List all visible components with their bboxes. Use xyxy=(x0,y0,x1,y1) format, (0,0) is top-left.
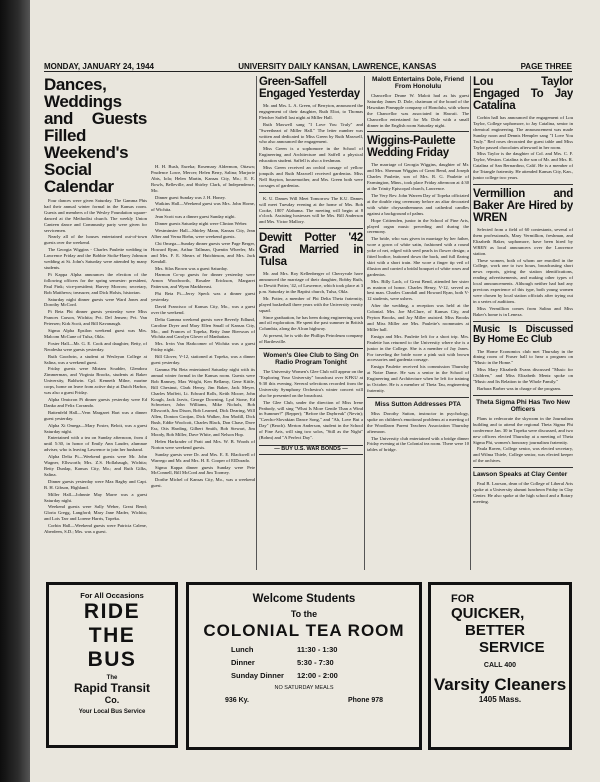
paragraph: Paula Raven, College senior, was elected secretary, and Wilma Thiele, College senior, was elected keeper of the archives. xyxy=(473,446,573,464)
paragraph: Miss Taylor is the daughter of Col. and Mrs. C. F. Taylor, Weston. Catalina is the son of Mr. and Mrs. R. Catalina of San Bernardino, Calif. He is a member of the Triangle fraternity. He attended Kansas City, Kan., junior college two years. xyxy=(473,151,573,181)
tea-room-ad xyxy=(186,582,422,750)
tea-ad-name: COLONIAL TEA ROOM xyxy=(203,621,405,640)
tea-ad-hours xyxy=(189,645,419,680)
bus-ad-company: Rapid Transit xyxy=(73,681,150,695)
column-2-body xyxy=(151,164,255,489)
paragraph: Sigma Alpha Epsilon weekend guest was Mrs. Malcom McCune of Tulsa, Okla. xyxy=(44,328,147,339)
paragraph: Miss Dorothy Sutton, instructor in psychology, spoke on children's emotional problems at a meeting of the Woodlawn Parent Teachers Association Thursday afternoon. xyxy=(367,410,469,434)
taylor-headline: Lou Taylor Engaged To Jay Catalina xyxy=(473,76,573,112)
tea-ad-address: 936 Ky. xyxy=(225,697,249,704)
meal-name: Lunch xyxy=(231,645,254,654)
bus-ad-ride: RIDE xyxy=(83,600,141,623)
theta-sigma-headline: Theta Sigma Phi Has Two New Officers xyxy=(476,398,570,413)
paragraph: Dinner guests Saturday night were Clinton Weber. xyxy=(155,221,248,227)
wedding-headline: Wiggins-Paulette Wedding Friday xyxy=(367,135,456,160)
column-2 xyxy=(151,164,255,570)
paragraph: Miss Green is a sophomore in the School of Engineering and Architecture and Saffell a physical education student. Saffell is also a freshman. xyxy=(259,146,363,164)
divider xyxy=(259,348,363,349)
paragraph: Dorthe Michel of Kansas City, Mo., was a weekend guest. xyxy=(151,477,255,489)
issue-date: MONDAY, JANUARY 24, 1944 xyxy=(44,62,154,71)
paragraph: Ensign and Mrs. Paulette left for a short trip. Mrs. Paulette has returned to the University where she is a junior in the College. She is a member of Jay Janes. For traveling the bride wore a pink suit with brown accessories and gardenia corsage. xyxy=(367,333,469,363)
paragraph: Alpha Xi Omega—Mary Foster, Beloit, was a guest Saturday night. xyxy=(44,422,147,434)
paragraph: Miller Hall—Johnnie May Marre was a guest Saturday night. xyxy=(44,491,147,503)
paragraph: Phi Beta Pi—Jerry Speck was a dinner guest yesterday. xyxy=(151,291,255,303)
tea-hours-row xyxy=(189,658,419,667)
column-5 xyxy=(473,76,573,570)
paragraph: Gamma Phi Beta entertained Saturday night with its annual winter formal in the Kansas room. Guests were Bob Ramsey, Max Wright, Ken Bellamy, Gene Kittle, Bill Chestnut, Clark Henry, Jim Baker, Jack Meyer, Charles Moffett, Lt. Edward Rolls, Keith Moore, John Kough, Jack Jarvis, George Downing, Lyal Stone, Ed Schweizer, John Williams, Mike Nichols, Bob Ellsworth, Jim Dixon, Bob Learned, Dick Dearing, Will Allen, Donton Grotjan, Dick Walker, Jim Modill, Dick Bush, Eddie Woolcott, Charles Black, Don Chase, Dave Ess, Otis Harding, Gilbert Smith, Bob Stewart, Jim Moody, Bob Miller, Dave White, and Nelson Hop. xyxy=(151,367,255,437)
column-rule xyxy=(364,76,365,570)
paragraph: Helen Harkrader of Pratt and Mrs. W. B. Woods of Norton were weekend guests. xyxy=(151,438,255,450)
malott-story xyxy=(367,93,469,128)
paragraph: Corbin hall has announced the engagement of Lou Taylor, College sophomore, to Jay Catalina, senior in chemical engineering. The announcement was made Sunday noon and Dennis Hempler sang "I Love You Truly." Red roses decorated the guest table and Miss Taylor passed chocolates afterward in her room. xyxy=(473,115,573,150)
paragraph: Dinner guest Sunday was J. H. Honey. xyxy=(155,194,226,200)
paragraph: Dinner guests yesterday were Max Bagby and Capt. B. H. Gibson, Highland. xyxy=(44,478,147,490)
wren-story xyxy=(473,227,573,318)
cleaners-ad-address: 1405 Mass. xyxy=(478,695,522,704)
bus-ad-footer: Your Local Bus Service xyxy=(78,709,146,715)
divider xyxy=(367,131,469,132)
bus-ad-the: THE xyxy=(88,624,136,647)
dames-notice: K. U. Dames Will Meet Tomorrow The K.U. Dames will meet Tuesday evening at the home of Mrs. Bob Cooke, 1807 Alabama. The meeting will begin at 8 o'clock. Assisting hostesses will be Mrs. Bill Anderson and Mrs. Victor Mallory. xyxy=(259,195,363,225)
tea-ad-to: To the xyxy=(290,609,318,619)
paragraph: Watkins Hall—Weekend guest was Mrs. John Horne, of Wichita. xyxy=(151,201,255,213)
lead-headline: Dances, Weddings and Guests Filled Weekend's Social Calendar xyxy=(44,76,147,196)
paragraph: The bride, who was given in marriage by her father, wore a gown of white satin, fashioned with a round yoke of net, edged with seed pearls in flower design; a fitted bodice, buttoned down the back, and full flaring skirt with a short train. She wore a finger tip veil of illusion and carried a bridal bouquet of white roses and gardenias. xyxy=(367,236,469,277)
paragraph: Since graduation, he has been doing engineering work and oil exploration. He spent the past summer in British Columbia, along the Alcan highway. xyxy=(259,314,363,332)
lawson-story xyxy=(473,481,573,505)
divider xyxy=(259,228,363,229)
paragraph: Alpha Omicron Pi dinner guests yesterday were Ed Danko and Felix Corrando. xyxy=(44,397,147,408)
masthead xyxy=(44,62,572,72)
paragraph: The Home Economics club met Thursday in the dining room of Fraser hall to hear a program on "Music in the Home." xyxy=(473,348,573,366)
paragraph: Selected from a field of 60 contestants, several of them professionals, Mary Vermillion, freshman, and Elizabeth Baker, sophomore, have been hired by WREN as local announcers over the Lawrence station. xyxy=(473,226,573,256)
engagement-story xyxy=(259,103,363,189)
wren-headline: Vermillion and Baker Are Hired by WREN xyxy=(473,187,573,224)
newspaper-page xyxy=(30,0,600,782)
meal-name: Sunday Dinner xyxy=(231,671,284,680)
paragraph: These women, both of whom are enrolled in the College, work one to two hours, broadcasting short news reports, giving the station identifications, reading advertisements, and making other types of local announcements. Although neither had had any previous experience of this type, both young women were chosen by local station officials after trying out in a series of auditions. xyxy=(473,257,573,304)
paragraph: Pi Kappa Alpha announces the election of the following officers for the spring semester: president, Paul Fink; vice-president; Harvey Morrow; secretary, Bob Matthews; treasurer, and Dick Holsts, historian. xyxy=(44,271,147,295)
paragraph: Four dances were given Saturday. The Gamma Phis had their annual winter formal in the Kansas room. Guests and members of the Wesley Foundation square-danced at the Methodist church. The weekly Union Canteen dance and Community party were given for servicemen. xyxy=(44,198,147,233)
paragraph: Mr. Potter, a member of Phi Delta Theta fraternity, played basketball three years with the University varsity squad. xyxy=(259,295,363,313)
paragraph: The marriage of Georgia Wiggins, daughter of Mr. and Mrs. Sherman Wiggins of Great Bend, and Joseph Charles Paulette, son of Mrs. R. G. Paulette of Farmington, Minn., took place Friday afternoon at 4:30 at the Trinity Episcopal church, Lawrence. xyxy=(367,162,469,192)
book-binding-edge xyxy=(0,0,30,782)
paragraph: Saturday night dinner guests were Ward Jones and Dorothy McCord. xyxy=(44,296,147,308)
paragraph: Mrs. Silas Brown was a guest Saturday. xyxy=(155,265,228,271)
malott-headline: Malott Entertains Dole, Friend From Honolulu xyxy=(371,76,465,90)
cleaners-ad-better: BETTER xyxy=(465,622,525,639)
cleaners-ad-name: Varsity Cleaners xyxy=(433,675,567,694)
paragraph: At present, he is with the Phillips Petroleum company of Bartlesville. xyxy=(259,333,363,345)
war-bonds-banner: — BUY U.S. WAR BONDS — xyxy=(259,445,363,455)
paragraph: Delta Gamma weekend guests were Beverly Edlund, Caroline Dryer and Mary Ellen Small of Kansas City, Mo., and Frances of Topeka, Betty Jane Bierwurs of Wichita and Carolyn Glover of Manhattan. xyxy=(151,316,255,340)
paragraph: Paul B. Lawson, dean of the College of Liberal Arts spoke at a University alumni luncheon Friday in Clay Center. He also spoke at the high school and a Rotary meeting. xyxy=(473,481,573,504)
paragraph: Corbin Hall—Weekend guests were Patricia Calene, Aberdeen, S.D.; Mrs. was a guest. xyxy=(44,523,147,535)
bus-ad xyxy=(46,582,178,748)
paragraph: Mr. and Mrs. L. A. Green, of Berryton, announced the engagement of their daughter, Ruth Eliot, to Thomas Fletcher Saffell last night at Miller Hall. xyxy=(259,103,363,120)
divider xyxy=(473,184,573,185)
meal-time: 5:30 - 7:30 xyxy=(297,658,334,667)
paragraph: Ensign Paulette received his commission Thursday at Notre Dame. He was a senior in the School of Engineering and Architecture when he left for training in October. He is a member of Theta Tau, engineering fraternity. xyxy=(367,364,469,393)
engagement-headline: Green-Saffell Engaged Yesterday xyxy=(259,76,360,100)
paragraph: The Georgia Wiggins - Charles Paulette wedding in Lawrence Friday and the Bobbie Stoltz-Harry Johnson wedding at St. John's Saturday were attended by many students. xyxy=(44,247,147,270)
home-ec-headline: Music Is Discussed By Home Ec Club xyxy=(473,323,573,346)
paragraph: Jean Scott was a dinner guest Sunday night. xyxy=(155,214,236,220)
paragraph: Bill Glover, V-12, stationed at Topeka, was a dinner guest yesterday. xyxy=(151,354,255,366)
cleaners-ad-quicker: QUICKER, xyxy=(451,605,525,622)
paragraph: Miss Vermillion comes from Salina and Miss Baker's home is in Lenexa. xyxy=(473,305,573,317)
divider xyxy=(473,467,573,468)
home-ec-story xyxy=(473,349,573,392)
bus-ad-co: Co. xyxy=(104,695,120,705)
paragraph: The Very Rev. John Warren Day of Topeka officiated at the double ring ceremony before an altar decorated with white chrysanthemums and cathedral candles against a background of palms. xyxy=(367,192,469,216)
paragraph: Sigma Kappa dinner guests Sunday were Pete McConnell, Bill McCord and Jim Toomey. xyxy=(151,464,255,476)
paragraph: Ruth Goodwin, a student at Wesleyan College at Salina, was a weekend guest. xyxy=(44,353,147,365)
column-rule xyxy=(470,76,471,570)
bus-ad-bus: BUS xyxy=(87,648,137,671)
divider xyxy=(259,192,363,193)
paragraph: Chi Omega—Sunday dinner guests were Page Berger, Howard Ryan, Arthur Tallman, Quentin Wheeler, Mr. and Mrs. F. E. Shears of Hutchinson, and Mrs. Jack Kendall. xyxy=(151,240,255,264)
theta-sigma-story xyxy=(473,416,573,464)
tea-hours-row xyxy=(189,671,419,680)
paragraph: Barbara Barber was in charge of the program. xyxy=(477,386,562,391)
paragraph: Mr. and Mrs. Roy Kellenberger of Cherryvale have announced the marriage of their daughter, Bobby Ruth, to Dewitt Potter, '42, of Lawrence, which took place at 3 p.m. Saturday in the Baptist church, Tulsa, Okla. xyxy=(259,271,363,294)
paragraph: Friday guests were Miriam Scudder, Glendora Zimmerman, and Virginia Brooks, students at Baker University, Baldwin. Cpl. Kenneth Milne, marine corps, home on leave from active duty at Dutch Harbor, was also a guest Friday. xyxy=(44,366,147,396)
divider xyxy=(367,397,469,398)
paragraph: Hope Crittenden, junior in the School of Fine Arts, played organ music preceding and during the ceremony. xyxy=(367,217,469,235)
meal-name: Dinner xyxy=(231,658,255,667)
paragraph: The University club entertained with a bridge dinner Friday evening at the Colonial tea room. There were 10 tables of bridge. xyxy=(367,435,469,453)
paragraph: Chancellor Deane W. Malott had as his guest Saturday James D. Dole, chairman of the board of the Hawaiian Pineapple company of Honolulu, with whom the Chancellor was associated in Hawaii. The Chancellor entertained for Mr. Dole with a small dinner in the English room Saturday night. xyxy=(367,93,469,128)
paragraph: Foster Hall—Mr. G. E. Cook and daughter, Betty, of Neodesha were guests yesterday. xyxy=(44,340,147,352)
cleaners-ad-service: SERVICE xyxy=(479,639,545,656)
paragraph: After the wedding, a reception was held at the Colonial. Mrs. Joe McClure, of Kansas City, and Peyton Brooks, and Joy Miller assisted. Miss Brooks and Miss Miller are Mrs. Paulette's roommates at Miller hall. xyxy=(367,303,469,332)
column-rule xyxy=(256,76,257,570)
paragraph: Mrs. Irvin Van Harkcomer of Wichita was a guest Friday night. xyxy=(151,341,255,353)
divider xyxy=(473,321,573,322)
paragraph: Plans to redecorate the skyroom in the Journalism building and to attend the regional Theta Sigma Phi conference Jan. 30 in Topeka were discussed, and two new officers elected Thursday at a meeting of Theta Sigma Phi, women's honorary journalism fraternity. xyxy=(473,415,573,445)
bus-ad-the-small: The xyxy=(106,675,118,681)
column-1 xyxy=(44,76,147,570)
sutton-story xyxy=(367,411,469,453)
page-number: PAGE THREE xyxy=(520,62,572,71)
bus-ad-tagline: For All Occasions xyxy=(80,591,144,600)
marriage-headline: Dewitt Potter '42 Grad Married in Tulsa xyxy=(259,232,363,269)
tea-hours-row xyxy=(189,645,419,654)
column-4 xyxy=(367,76,469,570)
paragraph: Nearly all of the houses entertained out-of-town guests over the weekend. xyxy=(44,234,147,246)
sutton-headline: Miss Sutton Addresses PTA xyxy=(375,400,461,408)
paragraph: Battenfeld Hall—Vern Margaret Hart was a dinner guest yesterday. xyxy=(44,409,147,421)
marriage-story xyxy=(259,271,363,345)
cleaners-ad-call: CALL 400 xyxy=(483,662,517,669)
paper-name: UNIVERSITY DAILY KANSAN, LAWRENCE, KANSAS xyxy=(238,62,437,71)
lawson-headline: Lawson Speaks at Clay Center xyxy=(473,471,568,479)
paragraph: Miss Mary Elizabeth Evans discussed "Music for Children," and Miss Elizabeth Mentz spoke on "Music and Its Relation to the Whole Family." xyxy=(473,367,573,385)
meal-time: 12:00 - 2:00 xyxy=(297,671,338,680)
paragraph: Mrs. Billy Lach, of Great Bend, attended her sister as matron of honor. Charles Henry, V-12, served as best man. Charles Crandall and Howard Ryan, both V-12 students, were ushers. xyxy=(367,278,469,302)
paragraph: David Francisco of Kansas City, Mo., was a guest over the weekend. xyxy=(151,303,255,315)
cleaners-ad xyxy=(428,582,572,750)
wedding-story xyxy=(367,162,469,393)
paragraph: Pi Beta Phi dinner guests yesterday were Miss Frances Carson, Wichita; Pvt. Del Jensen; Pvt. Van Petersen; Kirk Scott, and Bill Kavanaugh. xyxy=(44,309,147,327)
column-1-body xyxy=(44,198,147,535)
tea-ad-phone: Phone 978 xyxy=(347,697,383,704)
paragraph: H. H. Bush, Eureka; Rosemary Aldermon, Ottawa; Prudence Lowe, Mercer; Helen Berry, Salina; Marjorie Abts, Iola; Helen Martin, Kansas City, Mo.; E. E. Bowls, Belleville, and Shirley Clark, of Independence, Mo. xyxy=(151,164,255,193)
glee-club-story xyxy=(259,369,363,441)
tea-ad-footer xyxy=(189,697,419,704)
paragraph: Miss Green received an orchid corsage of yellow jonquils and Ruth Maxwell received gardenias. Miss Nell Stayton, housemother, and Mrs. Green both were corsages of gardenias. xyxy=(259,165,363,188)
paragraph: Alpha Delta Pi—Weekend guests were Mr. John Wagner, Ellsworth; Mrs. Z.S. Hollabaugh, Wichita; Betty Dunlap, Kansas City, Mo.; and Ruth Gilks, Salina. xyxy=(44,454,147,477)
paragraph: Sunday guests were Dr. and Mrs. E. E. Blackwell of Warrego and Mr. and Mrs. H. E. Cooper of ElDorado. xyxy=(151,451,255,463)
paragraph: Ruth Maxwell sang "I Love You Truly" and "Sweetheart of Miller Hall." The letter number was written and dedicated to Miss Green by Ruth Maxwell, who also announced the engagement. xyxy=(259,121,363,145)
paragraph: Entertained with a tea on Sunday afternoon, from 4 until 5:30, in honor of Emily Ann Lauder, alumnae adviser, who is leaving Lawrence to join her husband. xyxy=(44,435,147,453)
tea-ad-note: NO SATURDAY MEALS xyxy=(274,685,334,691)
paragraph: The Glee Club, under the direction of Miss Irene Peabody, will sing "What Is More Gentle Than a Wind in Summer?" (Repper); "Before the Daybreak" (Nevin); "Czecho-Slovakian Dance Song," and "Ah, Love But a Day" (Beach). Merton Anderson, student in the School of Fine Arts, will sing two solos, "Still as the Night" (Bohm) and "A Perfect Day". xyxy=(259,399,363,441)
cleaners-ad-for: FOR xyxy=(451,593,475,605)
tea-ad-welcome: Welcome Students xyxy=(252,593,356,605)
paragraph: The University Women's Glee Club will appear on the "Exploring Your University" broadcast over KFKU at 9:30 this evening. Several selections recorded from the University Symphony Orchestra's winter concert will also be presented on the broadcast. xyxy=(259,369,363,398)
glee-club-headline: Women's Glee Club to Sing On Radio Program Tonight xyxy=(263,352,359,367)
column-3 xyxy=(259,76,363,570)
divider xyxy=(473,395,573,396)
paragraph: Westminster Hall—Shirley Mann, Kansas City, Jean Alber and Verna Biehn, were weekend guests. xyxy=(151,228,255,239)
meal-time: 11:30 - 1:30 xyxy=(297,645,338,654)
paragraph: Weekend guests were Sally Weber, Great Bend; Gloria Gregg, Langford; Mary Jane Mader, Wichita; and Lois Tarr and Lorene Harris, Topeka. xyxy=(44,504,147,522)
paragraph: Harmon Co-op guests for dinner yesterday were Arnon Woodworth, Rosalee Erickson, Margaret Patterson, and Wynn Markbreast. xyxy=(151,272,255,290)
taylor-story xyxy=(473,115,573,181)
